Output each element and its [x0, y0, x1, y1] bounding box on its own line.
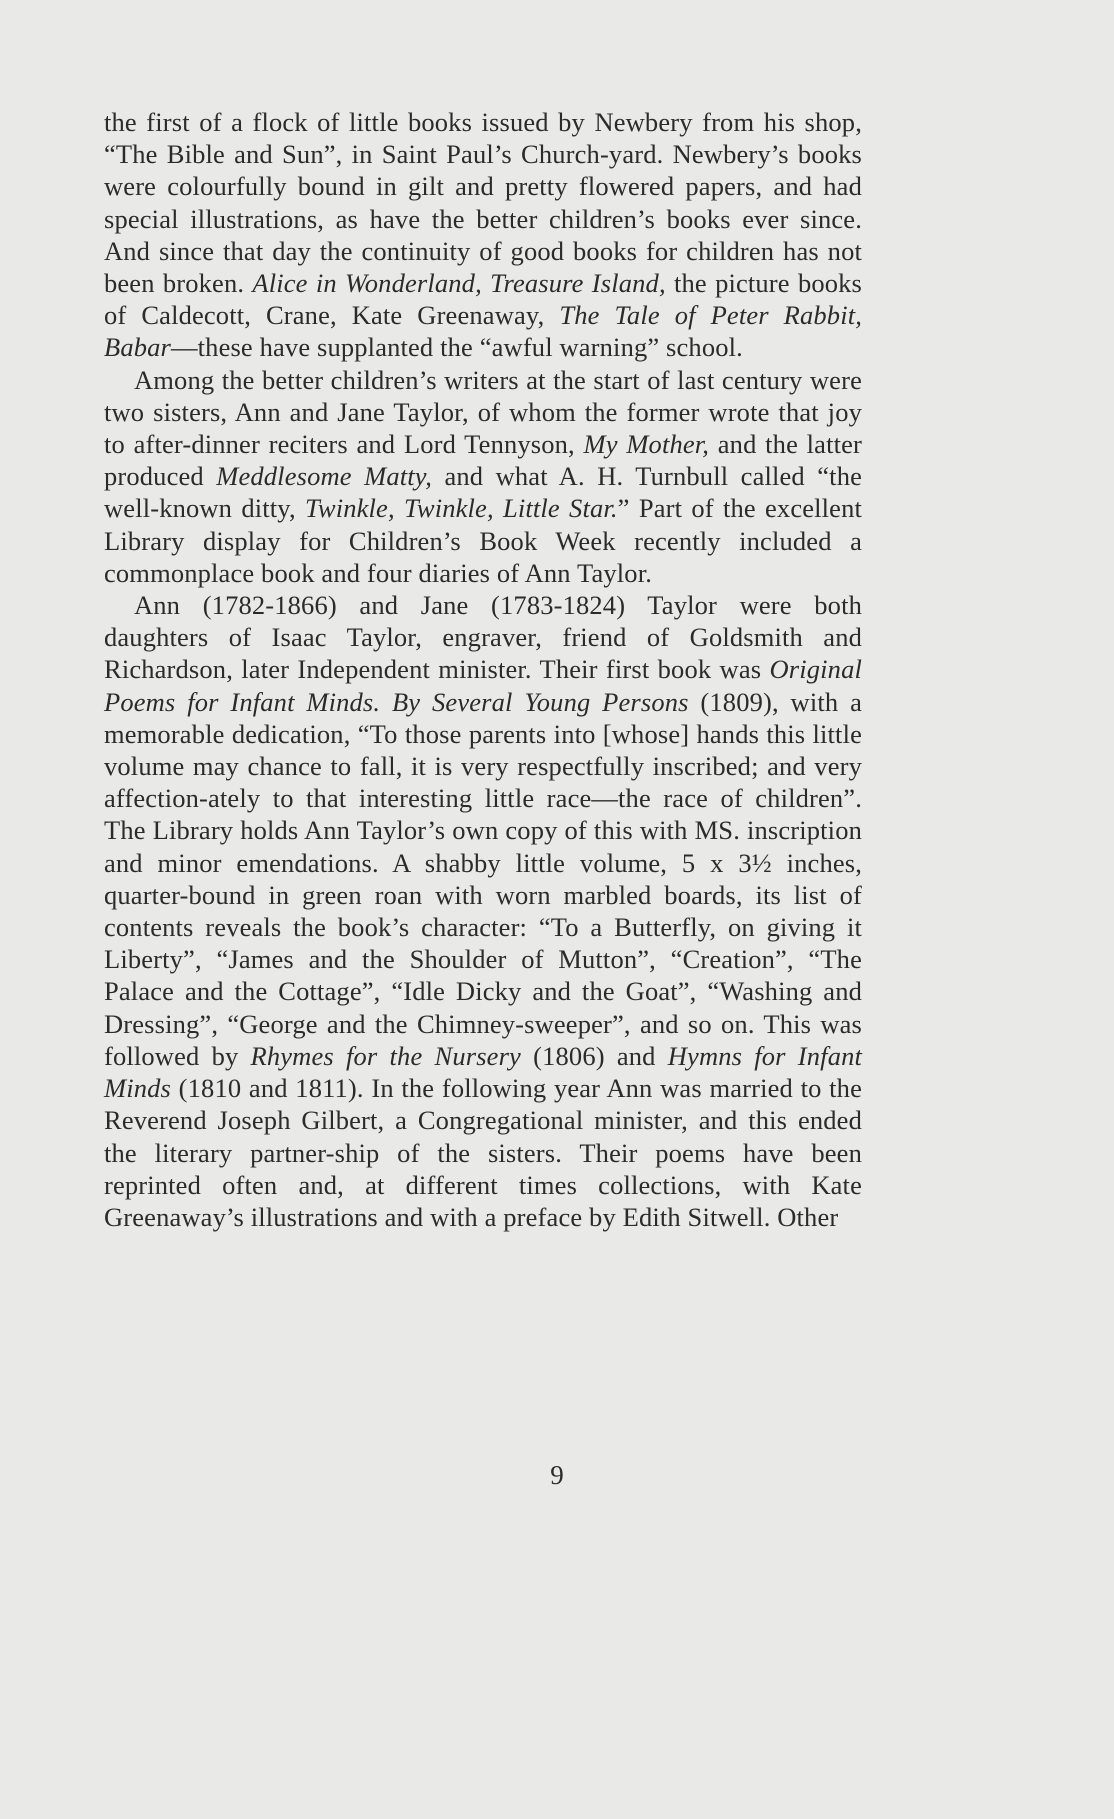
book-title: My Mother, [583, 429, 710, 460]
text-segment: and what A. H. Turnbull called “the well-known ditty, [104, 461, 863, 524]
body-text [104, 106, 862, 1233]
text-segment: (1806) and [520, 1040, 668, 1071]
book-title: The Tale of Peter Rabbit, Babar [104, 300, 863, 363]
book-title: Alice in Wonderland, Treasure Island, [252, 268, 666, 299]
paragraph-2 [104, 364, 862, 589]
text-segment: the first of a flock of little books issued by Newbery from his shop, “The Bible and Sun”, in Saint Paul’s Church-yard. Newbery’s books were colourfully bound in gilt and pretty flowered papers, and had special illustrations, as have the better children’s books ever since. And since that day the continuity of good books for children has not been broken. [104, 107, 862, 299]
text-segment: the picture books of Caldecott, Crane, Kate Greenaway, [104, 268, 863, 331]
book-title: Meddlesome Matty, [216, 461, 432, 492]
text-segment: Ann (1782-1866) and Jane (1783-1824) Taylor were both daughters of Isaac Taylor, engraver, friend of Goldsmith and Richardson, later Independent minister. Their first book was [104, 590, 862, 685]
text-segment: ” Part of the excellent Library display for Children’s Book Week recently included a commonplace book and four diaries of Ann Taylor. [104, 493, 862, 588]
text-segment: and the latter produced [104, 429, 862, 492]
page-number: 9 [550, 1460, 564, 1490]
text-segment: —these have supplanted the “awful warning” school. [171, 332, 743, 363]
text-segment: (1809), with a memorable dedication, “To those parents into [whose] hands this little volume may chance to fall, it is very respectfully inscribed; and very affection-ately to that interesting little race—the race of children”. The Library holds Ann Taylor’s own copy of this with MS. inscription and minor emendations. A shabby little volume, 5 x 3½ inches, quarter-bound in green roan with worn marbled boards, its list of contents reveals the book’s character: “To a Butterfly, on giving it Liberty”, “James and the Shoulder of Mutton”, “Creation”, “The Palace and the Cottage”, “Idle Dicky and the Goat”, “Washing and Dressing”, “George and the Chimney-sweeper”, and so on. This was followed by [104, 686, 862, 1071]
book-title: Rhymes for the Nursery [250, 1040, 521, 1071]
book-title: Original Poems for Infant Minds. By Several Young Persons [104, 654, 862, 717]
paragraph-1 [104, 106, 862, 364]
text-segment: (1810 and 1811). In the following year Ann was married to the Reverend Joseph Gilbert, a Congregational minister, and this ended the literary partner-ship of the sisters. Their poems have been reprinted often and, at different times collections, with Kate Greenaway’s illustrations and with a preface by Edith Sitwell. Other [104, 1073, 862, 1232]
paragraph-3 [104, 589, 862, 1233]
book-title: Twinkle, Twinkle, Little Star. [304, 493, 618, 524]
book-title: Hymns for Infant Minds [104, 1040, 863, 1104]
text-segment: Among the better children’s writers at the start of last century were two sisters, Ann and Jane Taylor, of whom the former wrote that joy to after-dinner reciters and Lord Tennyson, [104, 364, 862, 460]
